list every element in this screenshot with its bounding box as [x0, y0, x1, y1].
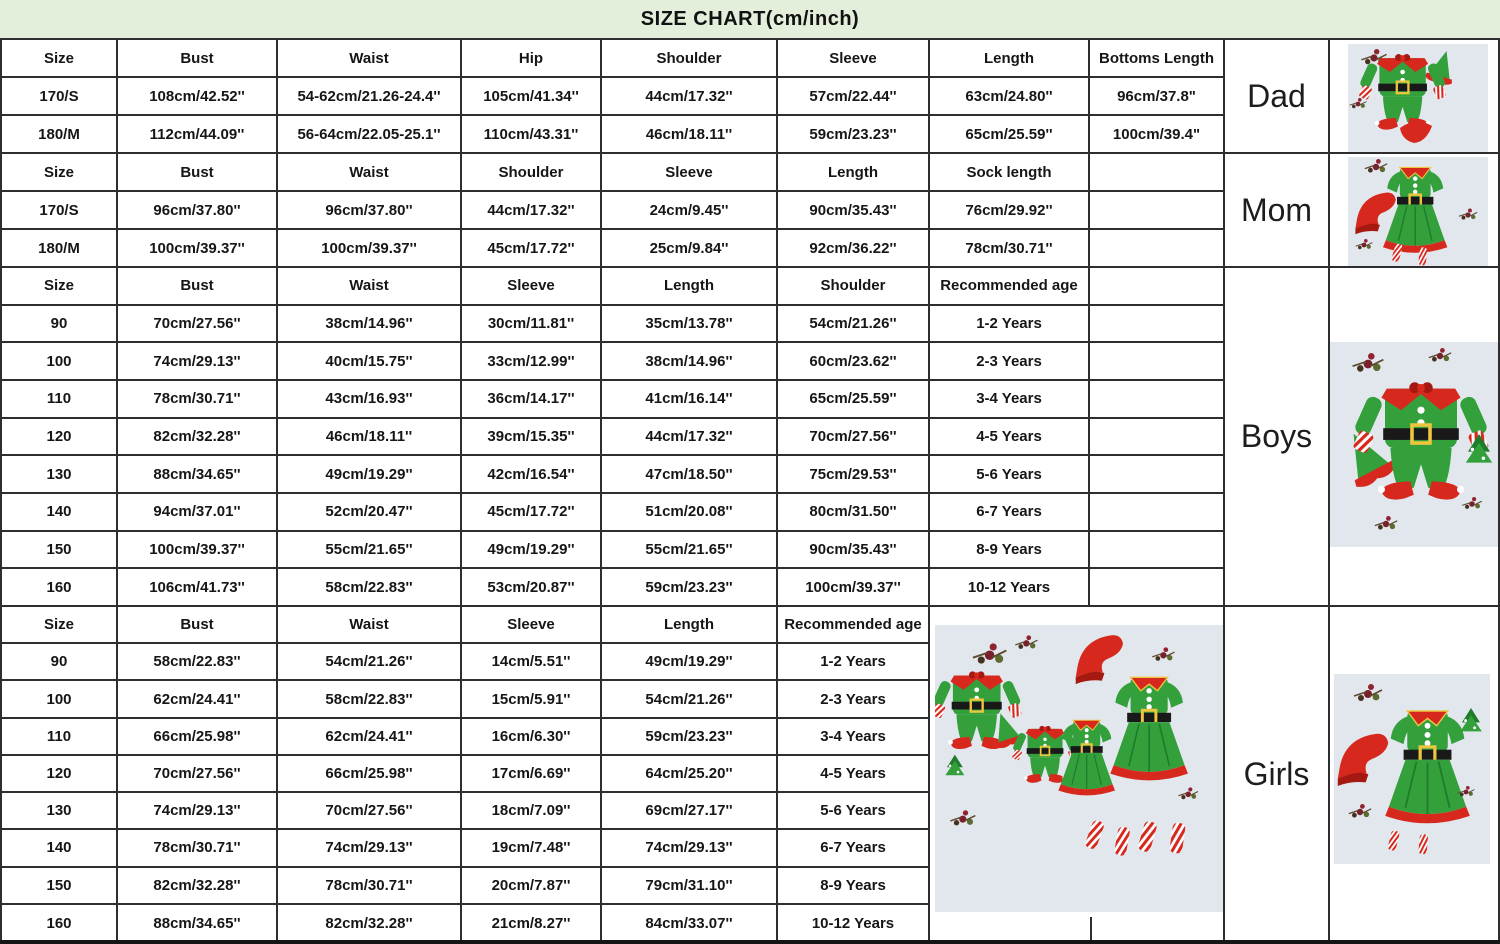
mom-image-cell: [1330, 154, 1500, 268]
table-cell: 70cm/27.56'': [778, 419, 930, 457]
table-cell: 78cm/30.71'': [118, 381, 278, 419]
table-cell: 38cm/14.96'': [602, 343, 778, 381]
table-cell: 36cm/14.17'': [462, 381, 602, 419]
table-cell: 78cm/30.71'': [930, 230, 1090, 268]
table-cell: 74cm/29.13'': [278, 830, 462, 867]
size-cell: 140: [0, 494, 118, 532]
table-cell: 19cm/7.48'': [462, 830, 602, 867]
size-cell: 120: [0, 419, 118, 457]
table-cell: 62cm/24.41'': [118, 681, 278, 718]
table-cell: 54-62cm/21.26-24.4'': [278, 78, 462, 116]
table-cell: 51cm/20.08'': [602, 494, 778, 532]
table-cell: 84cm/33.07'': [602, 905, 778, 942]
column-header: Size: [0, 154, 118, 192]
table-cell: 44cm/17.32'': [602, 419, 778, 457]
table-cell: 55cm/21.65'': [278, 532, 462, 570]
table-cell: [1090, 230, 1225, 268]
table-cell: 66cm/25.98'': [278, 756, 462, 793]
table-cell: 74cm/29.13'': [118, 343, 278, 381]
table-cell: 3-4 Years: [930, 381, 1090, 419]
table-cell: 96cm/37.80'': [118, 192, 278, 230]
table-cell: 6-7 Years: [778, 830, 930, 867]
table-cell: 82cm/32.28'': [118, 868, 278, 905]
column-header: Waist: [278, 607, 462, 644]
table-cell: [1090, 569, 1225, 607]
table-cell: 96cm/37.80'': [278, 192, 462, 230]
table-cell: 106cm/41.73'': [118, 569, 278, 607]
table-cell: 65cm/25.59'': [778, 381, 930, 419]
table-cell: 4-5 Years: [778, 756, 930, 793]
table-cell: 82cm/32.28'': [278, 905, 462, 942]
grid-line-segment: [1090, 917, 1092, 942]
table-cell: 56-64cm/22.05-25.1'': [278, 116, 462, 154]
table-cell: 78cm/30.71'': [278, 868, 462, 905]
table-cell: 57cm/22.44'': [778, 78, 930, 116]
chart-title: SIZE CHART(cm/inch): [0, 0, 1500, 38]
table-cell: 100cm/39.37'': [778, 569, 930, 607]
column-header: Bust: [118, 40, 278, 78]
column-header: Length: [602, 607, 778, 644]
column-header: Bottoms Length: [1090, 40, 1225, 78]
table-cell: 105cm/41.34'': [462, 78, 602, 116]
column-header: Shoulder: [602, 40, 778, 78]
table-cell: 45cm/17.72'': [462, 230, 602, 268]
table-cell: 79cm/31.10'': [602, 868, 778, 905]
table-cell: [1090, 494, 1225, 532]
table-cell: 2-3 Years: [778, 681, 930, 718]
table-cell: [1090, 419, 1225, 457]
table-cell: 16cm/6.30'': [462, 719, 602, 756]
dad-product-image: [1348, 44, 1488, 154]
table-cell: 58cm/22.83'': [118, 644, 278, 681]
table-cell: 90cm/35.43'': [778, 532, 930, 570]
family-photo-cell: [930, 607, 1225, 942]
table-cell: 25cm/9.84'': [602, 230, 778, 268]
column-header: [1090, 268, 1225, 306]
boys-section-label: Boys: [1225, 268, 1330, 607]
size-cell: 100: [0, 681, 118, 718]
table-cell: 33cm/12.99'': [462, 343, 602, 381]
size-cell: 170/S: [0, 78, 118, 116]
table-cell: [1090, 343, 1225, 381]
size-table-boys: [0, 268, 1500, 607]
table-cell: 59cm/23.23'': [778, 116, 930, 154]
girls-image-cell: [1330, 607, 1500, 942]
table-cell: 54cm/21.26'': [278, 644, 462, 681]
size-cell: 100: [0, 343, 118, 381]
table-cell: 10-12 Years: [930, 569, 1090, 607]
table-cell: 62cm/24.41'': [278, 719, 462, 756]
table-cell: 47cm/18.50'': [602, 456, 778, 494]
table-cell: 64cm/25.20'': [602, 756, 778, 793]
table-cell: 49cm/19.29'': [602, 644, 778, 681]
table-cell: 4-5 Years: [930, 419, 1090, 457]
table-cell: 44cm/17.32'': [462, 192, 602, 230]
table-cell: [1090, 192, 1225, 230]
size-cell: 130: [0, 456, 118, 494]
table-cell: 112cm/44.09'': [118, 116, 278, 154]
table-cell: 24cm/9.45'': [602, 192, 778, 230]
table-cell: 49cm/19.29'': [278, 456, 462, 494]
table-cell: 6-7 Years: [930, 494, 1090, 532]
size-cell: 130: [0, 793, 118, 830]
table-cell: 110cm/43.31'': [462, 116, 602, 154]
table-cell: 42cm/16.54'': [462, 456, 602, 494]
size-cell: 140: [0, 830, 118, 867]
table-cell: 21cm/8.27'': [462, 905, 602, 942]
table-cell: 53cm/20.87'': [462, 569, 602, 607]
column-header: Recommended age: [778, 607, 930, 644]
table-cell: 40cm/15.75'': [278, 343, 462, 381]
table-cell: 96cm/37.8": [1090, 78, 1225, 116]
table-cell: 66cm/25.98'': [118, 719, 278, 756]
column-header: Size: [0, 268, 118, 306]
table-cell: 41cm/16.14'': [602, 381, 778, 419]
column-header: Waist: [278, 40, 462, 78]
girls-section-label: Girls: [1225, 607, 1330, 942]
size-cell: 160: [0, 905, 118, 942]
mom-section-label: Mom: [1225, 154, 1330, 268]
column-header: Sleeve: [778, 40, 930, 78]
table-cell: 14cm/5.51'': [462, 644, 602, 681]
table-cell: 59cm/23.23'': [602, 719, 778, 756]
boys-product-image: [1330, 342, 1500, 547]
size-cell: 170/S: [0, 192, 118, 230]
column-header: Shoulder: [462, 154, 602, 192]
size-cell: 180/M: [0, 116, 118, 154]
table-cell: 39cm/15.35'': [462, 419, 602, 457]
table-cell: 45cm/17.72'': [462, 494, 602, 532]
table-cell: 54cm/21.26'': [778, 306, 930, 344]
table-cell: 88cm/34.65'': [118, 905, 278, 942]
table-cell: 58cm/22.83'': [278, 681, 462, 718]
mom-product-image: [1348, 157, 1488, 267]
size-cell: 90: [0, 644, 118, 681]
column-header: Sleeve: [462, 607, 602, 644]
table-cell: 3-4 Years: [778, 719, 930, 756]
table-cell: 30cm/11.81'': [462, 306, 602, 344]
table-cell: 1-2 Years: [778, 644, 930, 681]
table-cell: 35cm/13.78'': [602, 306, 778, 344]
column-header: [1090, 154, 1225, 192]
dad-image-cell: [1330, 40, 1500, 154]
table-cell: 74cm/29.13'': [602, 830, 778, 867]
column-header: Waist: [278, 154, 462, 192]
size-cell: 180/M: [0, 230, 118, 268]
size-table-girls: [0, 607, 1500, 942]
table-cell: 15cm/5.91'': [462, 681, 602, 718]
girls-product-image: [1334, 674, 1490, 864]
table-cell: 46cm/18.11'': [602, 116, 778, 154]
table-cell: 90cm/35.43'': [778, 192, 930, 230]
table-cell: 65cm/25.59'': [930, 116, 1090, 154]
column-header: Recommended age: [930, 268, 1090, 306]
size-cell: 150: [0, 532, 118, 570]
size-cell: 160: [0, 569, 118, 607]
table-cell: 74cm/29.13'': [118, 793, 278, 830]
column-header: Length: [778, 154, 930, 192]
table-cell: 59cm/23.23'': [602, 569, 778, 607]
table-cell: 60cm/23.62'': [778, 343, 930, 381]
table-cell: 46cm/18.11'': [278, 419, 462, 457]
size-cell: 110: [0, 719, 118, 756]
size-cell: 110: [0, 381, 118, 419]
table-cell: 8-9 Years: [778, 868, 930, 905]
column-header: Length: [930, 40, 1090, 78]
table-cell: 52cm/20.47'': [278, 494, 462, 532]
family-photo: [935, 625, 1225, 912]
table-cell: 82cm/32.28'': [118, 419, 278, 457]
table-cell: 38cm/14.96'': [278, 306, 462, 344]
column-header: Shoulder: [778, 268, 930, 306]
table-cell: 88cm/34.65'': [118, 456, 278, 494]
table-cell: 76cm/29.92'': [930, 192, 1090, 230]
table-cell: 5-6 Years: [778, 793, 930, 830]
size-cell: 90: [0, 306, 118, 344]
table-cell: [1090, 532, 1225, 570]
table-cell: 49cm/19.29'': [462, 532, 602, 570]
table-cell: 18cm/7.09'': [462, 793, 602, 830]
table-cell: 70cm/27.56'': [278, 793, 462, 830]
table-cell: 55cm/21.65'': [602, 532, 778, 570]
column-header: Bust: [118, 268, 278, 306]
table-cell: 100cm/39.37'': [118, 230, 278, 268]
table-cell: 80cm/31.50'': [778, 494, 930, 532]
table-cell: 70cm/27.56'': [118, 306, 278, 344]
column-header: Bust: [118, 607, 278, 644]
table-cell: 20cm/7.87'': [462, 868, 602, 905]
table-cell: 70cm/27.56'': [118, 756, 278, 793]
table-cell: 58cm/22.83'': [278, 569, 462, 607]
boys-image-cell: [1330, 268, 1500, 607]
table-cell: 94cm/37.01'': [118, 494, 278, 532]
table-cell: 54cm/21.26'': [602, 681, 778, 718]
table-cell: [1090, 456, 1225, 494]
table-cell: 10-12 Years: [778, 905, 930, 942]
size-table-dad: [0, 38, 1500, 154]
column-header: Sock length: [930, 154, 1090, 192]
table-cell: 8-9 Years: [930, 532, 1090, 570]
table-cell: 63cm/24.80'': [930, 78, 1090, 116]
column-header: Sleeve: [602, 154, 778, 192]
table-cell: 108cm/42.52'': [118, 78, 278, 116]
size-cell: 120: [0, 756, 118, 793]
table-cell: 5-6 Years: [930, 456, 1090, 494]
column-header: Size: [0, 607, 118, 644]
table-cell: 2-3 Years: [930, 343, 1090, 381]
column-header: Length: [602, 268, 778, 306]
size-cell: 150: [0, 868, 118, 905]
column-header: Sleeve: [462, 268, 602, 306]
table-cell: 92cm/36.22'': [778, 230, 930, 268]
table-cell: [1090, 381, 1225, 419]
table-cell: 100cm/39.37'': [278, 230, 462, 268]
table-cell: 17cm/6.69'': [462, 756, 602, 793]
table-cell: [1090, 306, 1225, 344]
table-cell: 43cm/16.93'': [278, 381, 462, 419]
table-cell: 69cm/27.17'': [602, 793, 778, 830]
table-cell: 100cm/39.37'': [118, 532, 278, 570]
column-header: Hip: [462, 40, 602, 78]
column-header: Size: [0, 40, 118, 78]
table-cell: 75cm/29.53'': [778, 456, 930, 494]
table-cell: 78cm/30.71'': [118, 830, 278, 867]
table-cell: 1-2 Years: [930, 306, 1090, 344]
size-table-mom: [0, 154, 1500, 268]
column-header: Bust: [118, 154, 278, 192]
table-cell: 44cm/17.32'': [602, 78, 778, 116]
dad-section-label: Dad: [1225, 40, 1330, 154]
table-cell: 100cm/39.4": [1090, 116, 1225, 154]
column-header: Waist: [278, 268, 462, 306]
